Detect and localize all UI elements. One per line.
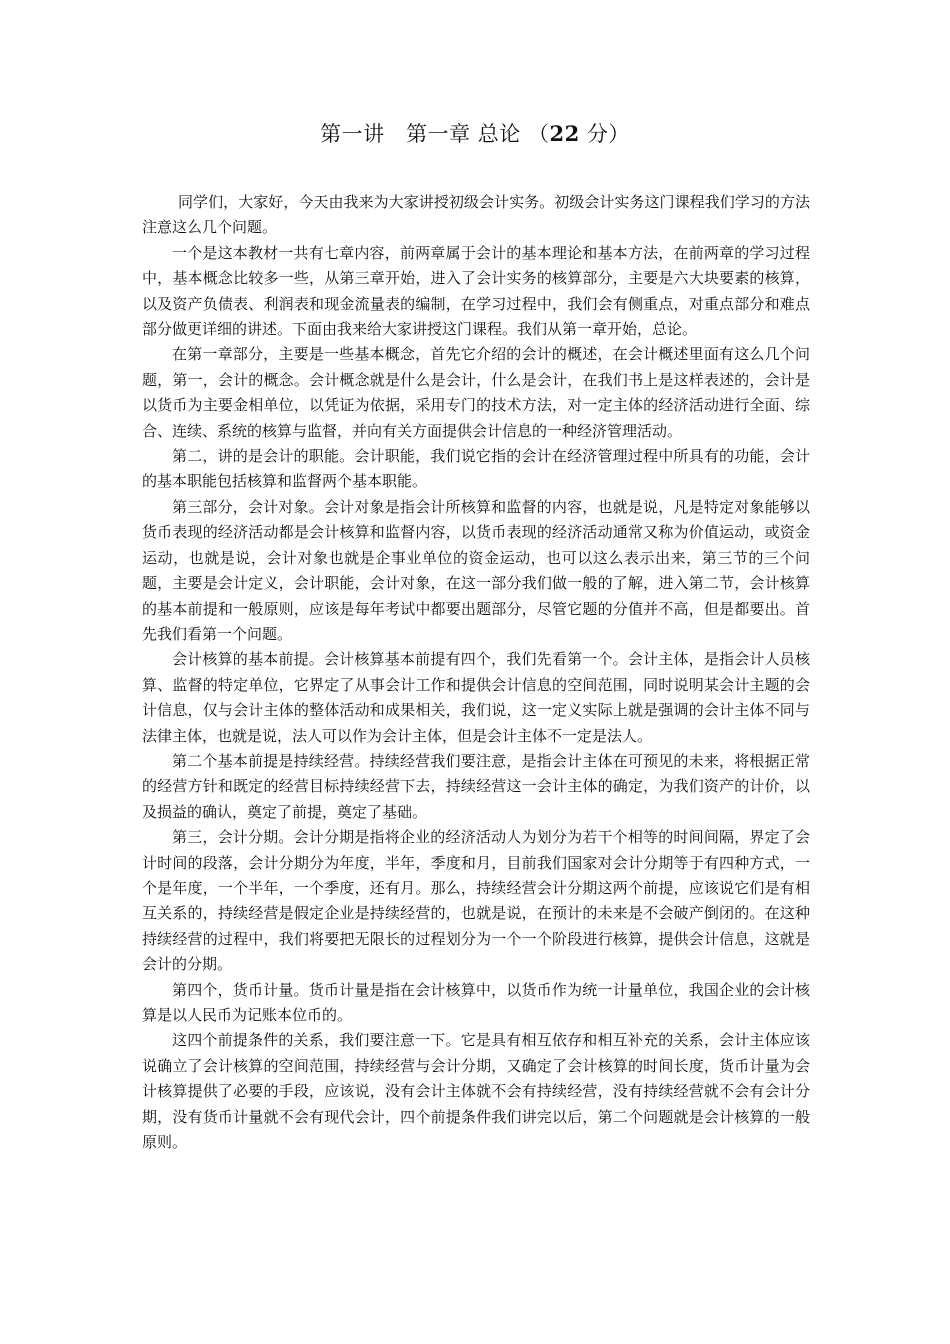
paragraph-textbook-overview: 一个是这本教材一共有七章内容，前两章属于会计的基本理论和基本方法，在前两章的学习过程中，基本概念比较多一些，从第三章开始，进入了会计实务的核算部分，主要是六大块要素的核算，以及资产负债表、利润表和现金流量表的编制，在学习过程中，我们会有侧重点，对重点部分和难点部分做更详细的讲述。下面由我来给大家讲授这门课程。我们从第一章开始，总论。: [142, 243, 810, 339]
page-title: [0, 118, 950, 150]
paragraph-accounting-concept: 在第一章部分，主要是一些基本概念，首先它介绍的会计的概述，在会计概述里面有这么几个问题，第一，会计的概念。会计概念就是什么是会计，什么是会计，在我们书上是这样表述的，会计是以货币为主要金相单位，以凭证为依据，采用专门的技术方法，对一定主体的经济活动进行全面、综合、连续、系统的核算与监督，并向有关方面提供会计信息的一种经济管理活动。: [142, 345, 810, 440]
paragraph-accounting-period: 第三，会计分期。会计分期是指将企业的经济活动人为划分为若干个相等的时间间隔，界定了会计时间的段落，会计分期分为年度，半年，季度和月，目前我们国家对会计分期等于有四种方式，一个是年度，一个半年，一个季度，还有月。那么，持续经营会计分期这两个前提，应该说它们是有相互关系的，持续经营是假定企业是持续经营的，也就是说，在预计的未来是不会破产倒闭的。在这种持续经营的过程中，我们将要把无限长的过程划分为一个一个阶段进行核算，提供会计信息，这就是会计的分期。: [142, 828, 810, 974]
title-text-part3: 分）: [579, 122, 630, 146]
document-body: [142, 190, 810, 1155]
paragraph-premise-relationship: 这四个前提条件的关系，我们要注意一下。它是具有相互依存和相互补充的关系，会计主体应该说确立了会计核算的空间范围，持续经营与会计分期，又确定了会计核算的时间长度，货币计量为会计核算提供了必要的手段，应该说，没有会计主体就不会有持续经营，没有持续经营就不会有会计分期，没有货币计量就不会有现代会计，四个前提条件我们讲完以后，第二个问题就是会计核算的一般原则。: [142, 1031, 810, 1152]
paragraph-accounting-function: 第二，讲的是会计的职能。会计职能，我们说它指的会计在经济管理过程中所具有的功能，会计的基本职能包括核算和监督两个基本职能。: [142, 447, 810, 491]
paragraph-accounting-entity: 会计核算的基本前提。会计核算基本前提有四个，我们先看第一个。会计主体，是指会计人员核算、监督的特定单位，它界定了从事会计工作和提供会计信息的空间范围，同时说明某会计主题的会计信息，仅与会计主体的整体活动和成果相关，我们说，这一定义实际上就是强调的会计主体不同与法律主体，也就是说，法人可以作为会计主体，但是会计主体不一定是法人。: [142, 650, 810, 745]
paragraph-intro: 同学们，大家好，今天由我来为大家讲授初级会计实务。初级会计实务这门课程我们学习的方法注意这么几个问题。: [142, 193, 810, 237]
title-score: 22: [549, 121, 580, 146]
paragraph-accounting-object: 第三部分，会计对象。会计对象是指会计所核算和监督的内容，也就是说，凡是特定对象能够以货币表现的经济活动都是会计核算和监督内容，以货币表现的经济活动通常又称为价值运动，或资金运动，也就是说，会计对象也就是企事业单位的资金运动，也可以这么表示出来，第三节的三个问题，主要是会计定义，会计职能，会计对象，在这一部分我们做一般的了解，进入第二节，会计核算的基本前提和一般原则，应该是每年考试中都要出题部分，尽管它题的分值并不高，但是都要出。首先我们看第一个问题。: [142, 497, 810, 643]
paragraph-going-concern: 第二个基本前提是持续经营。持续经营我们要注意，是指会计主体在可预见的未来，将根据正常的经营方针和既定的经营目标持续经营下去，持续经营这一会计主体的确定，为我们资产的计价，以及损益的确认，奠定了前提，奠定了基础。: [142, 751, 810, 821]
paragraph-monetary-measurement: 第四个，货币计量。货币计量是指在会计核算中，以货币作为统一计量单位，我国企业的会计核算是以人民币为记账本位币的。: [142, 980, 810, 1024]
title-text-part1: 第一讲 第一章 总论 （: [320, 122, 550, 146]
